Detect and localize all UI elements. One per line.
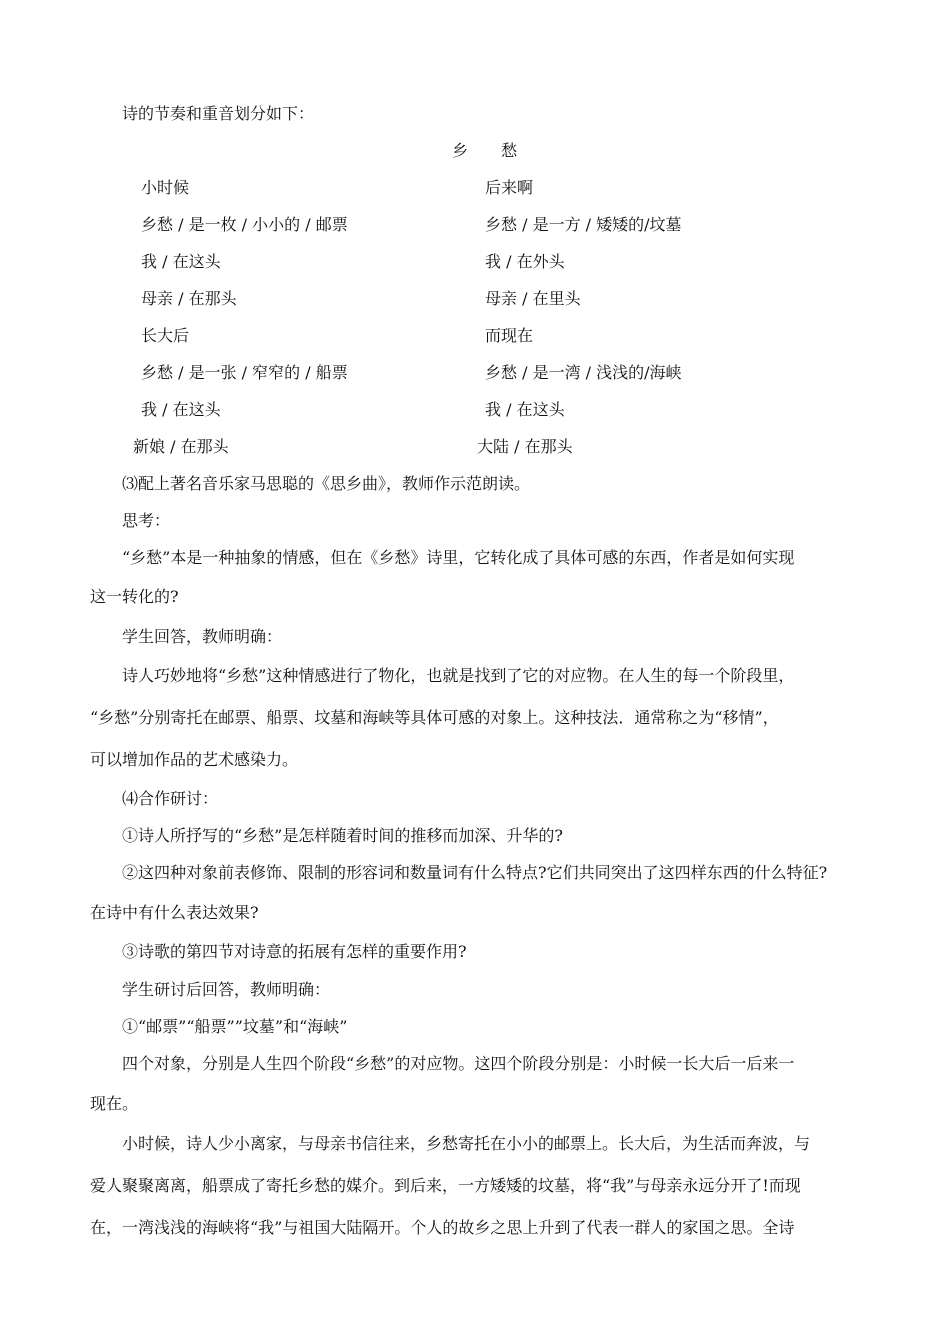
paragraph-line: ①诗人所抒写的“乡愁”是怎样随着时间的推移而加深、升华的? (122, 826, 563, 845)
poem-line: 后来啊 (485, 178, 534, 197)
paragraph-line: 在，一湾浅浅的海峡将“我”与祖国大陆隔开。个人的故乡之思上升到了代表一群人的家国之思。全诗 (90, 1218, 795, 1237)
paragraph-line: 可以增加作品的艺术感染力。 (90, 750, 299, 769)
poem-line: 长大后 (141, 326, 190, 345)
paragraph-line: “乡愁”本是一种抽象的情感，但在《乡愁》诗里，它转化成了具体可感的东西，作者是如何实现 (122, 548, 795, 567)
poem-line: 我 / 在这头 (141, 252, 221, 271)
poem-line: 乡愁 / 是一张 / 窄窄的 / 船票 (141, 363, 348, 382)
poem-line: 而现在 (485, 326, 534, 345)
paragraph-line: 思考： (122, 511, 171, 530)
poem-title: 乡 愁 (452, 141, 532, 160)
poem-line: 我 / 在这头 (141, 400, 221, 419)
intro-line: 诗的节奏和重音划分如下： (122, 104, 315, 123)
paragraph-line: 在诗中有什么表达效果? (90, 903, 259, 922)
poem-line: 乡愁 / 是一枚 / 小小的 / 邮票 (141, 215, 348, 234)
poem-line: 新娘 / 在那头 (133, 437, 229, 456)
paragraph-line: 四个对象，分别是人生四个阶段“乡愁”的对应物。这四个阶段分别是：小时候一长大后一后来一 (122, 1054, 795, 1073)
poem-line: 我 / 在这头 (485, 400, 565, 419)
poem-line: 母亲 / 在那头 (141, 289, 237, 308)
poem-line: 母亲 / 在里头 (485, 289, 581, 308)
paragraph-line: “乡愁”分别寄托在邮票、船票、坟墓和海峡等具体可感的对象上。这种技法．通常称之为“移情”， (90, 708, 779, 727)
paragraph-line: ③诗歌的第四节对诗意的拓展有怎样的重要作用? (122, 942, 467, 961)
poem-line: 大陆 / 在那头 (477, 437, 573, 456)
poem-line: 乡愁 / 是一方 / 矮矮的/坟墓 (485, 215, 682, 234)
poem-line: 小时候 (141, 178, 190, 197)
paragraph-line: 小时候，诗人少小离家，与母亲书信往来，乡愁寄托在小小的邮票上。长大后，为生活而奔波，与 (122, 1134, 811, 1153)
paragraph-line: 学生回答，教师明确： (122, 627, 283, 646)
poem-line: 乡愁 / 是一湾 / 浅浅的/海峡 (485, 363, 682, 382)
paragraph-line: 现在。 (90, 1094, 139, 1113)
paragraph-line: 学生研讨后回答，教师明确： (122, 980, 331, 999)
paragraph-line: ⑶配上著名音乐家马思聪的《思乡曲》，教师作示范朗读。 (122, 474, 531, 493)
paragraph-line: 这一转化的? (90, 587, 179, 606)
poem-line: 我 / 在外头 (485, 252, 565, 271)
paragraph-line: 爱人聚聚离离，船票成了寄托乡愁的媒介。到后来，一方矮矮的坟墓，将“我”与母亲永远分开了!而现 (90, 1176, 801, 1195)
paragraph-line: ①“邮票”“船票””坟墓”和“海峡” (122, 1017, 348, 1036)
paragraph-line: ②这四种对象前表修饰、限制的形容词和数量词有什么特点?它们共同突出了这四样东西的什么特征? (122, 863, 828, 882)
paragraph-line: ⑷合作研讨： (122, 789, 219, 808)
paragraph-line: 诗人巧妙地将“乡愁”这种情感进行了物化，也就是找到了它的对应物。在人生的每一个阶段里， (122, 666, 795, 685)
